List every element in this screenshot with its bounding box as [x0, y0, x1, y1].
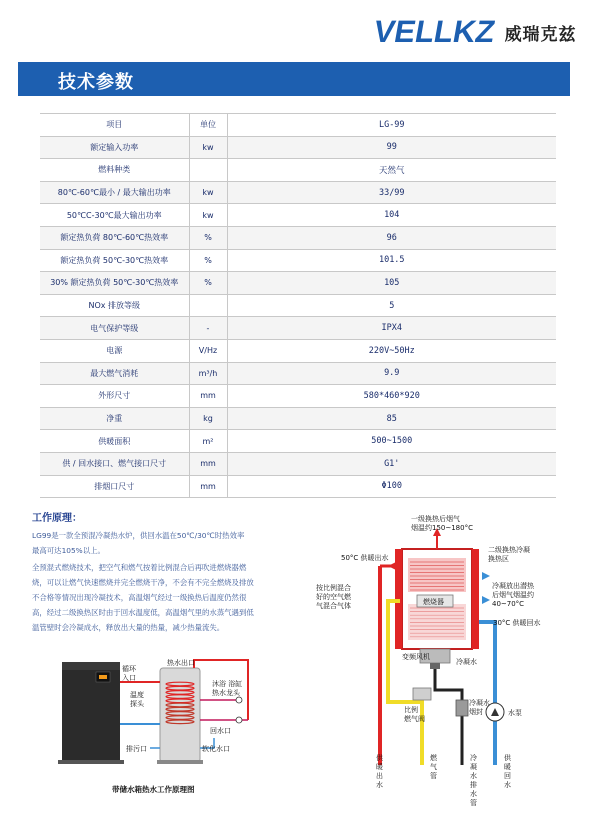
spec-item: 燃料种类: [40, 159, 189, 182]
paragraph-line: 不合格等情况出现冷凝技术，高温烟气经过一级换热后温度仍然很: [32, 593, 247, 602]
section-title: 技术参数: [58, 72, 134, 93]
label-pipe-gas: 燃气管: [430, 754, 437, 780]
label-temp-probe: 温度探头: [130, 691, 144, 708]
boiler-unit: [62, 662, 120, 762]
return-pipe-right: [479, 622, 495, 765]
hot-shell-right: [472, 549, 479, 649]
spec-unit: -: [189, 317, 227, 340]
spec-unit: m³/h: [189, 362, 227, 385]
display-screen: [99, 675, 107, 679]
label-pipe-return: 供暖回水: [504, 754, 511, 789]
paragraph-line: 最高可达105%以上。: [32, 546, 105, 555]
secondary-exchange-zone: [408, 604, 466, 640]
boiler-top: [62, 662, 120, 670]
spec-item: 供 / 回水接口、燃气接口尺寸: [40, 452, 189, 475]
spec-item: 30% 额定热负荷 50℃-30℃热效率: [40, 272, 189, 295]
spec-unit: mm: [189, 385, 227, 408]
spec-item: 电源: [40, 339, 189, 362]
spec-item: 50℃C-30℃最大输出功率: [40, 204, 189, 227]
working-principle-title: 工作原理：: [32, 513, 82, 524]
return-valve-icon: [236, 717, 242, 723]
brand-name-cn: 威瑞克兹: [504, 24, 577, 45]
spec-unit: %: [189, 272, 227, 295]
label-return: 回水口: [210, 727, 231, 735]
spec-item: 80℃-60℃最小 / 最大输出功率: [40, 181, 189, 204]
label-gas-valve: 比例燃气阀: [404, 706, 425, 723]
spec-item: 额定输入功率: [40, 136, 189, 159]
spec-item: 额定热负荷 50℃-30℃热效率: [40, 249, 189, 272]
brand-logo: VELLKZ: [371, 14, 498, 49]
label-pipe-drain: 冷凝水排水管: [470, 754, 477, 807]
spec-value: 9.9: [227, 362, 556, 385]
spec-value: IPX4: [227, 317, 556, 340]
spec-item: 供暖面积: [40, 430, 189, 453]
label-drain: 排污口: [126, 745, 147, 753]
spec-value: 580*460*920: [227, 385, 556, 408]
spec-value: 33/99: [227, 181, 556, 204]
label-supply-50: 50°C 供暖出水: [341, 554, 389, 562]
boiler-base: [58, 760, 124, 764]
spec-unit: kw: [189, 181, 227, 204]
arrow-secondary: [482, 572, 490, 580]
label-pipe-supply: 供暖出水: [376, 754, 383, 789]
label-circ-inlet: 循环入口: [122, 665, 136, 682]
label-premix: 按比例混合好的空气燃气混合气体: [316, 584, 351, 610]
label-flue-temp: 一级换热后烟气烟温约150~180°C: [411, 515, 473, 532]
spec-unit: mm: [189, 475, 227, 498]
spec-unit: kw: [189, 136, 227, 159]
spec-value: Φ100: [227, 475, 556, 498]
storage-tank-diagram: [58, 658, 248, 794]
paragraph-line: LG99是一款全预混冷凝热水炉，供回水温在50℃/30℃时热效率: [32, 531, 245, 540]
spec-unit: mm: [189, 452, 227, 475]
arrow-condense: [482, 596, 490, 604]
column-header: 单位: [189, 114, 227, 137]
spec-value: 5: [227, 294, 556, 317]
condensate-outlet: [430, 663, 440, 669]
tank-base: [157, 760, 203, 764]
label-return-30: 30°C 供暖回水: [493, 619, 541, 627]
spec-value: 500~1500: [227, 430, 556, 453]
spec-value: 96: [227, 226, 556, 249]
spec-unit: %: [189, 226, 227, 249]
condensate-trap: [456, 700, 468, 716]
spec-value: 85: [227, 407, 556, 430]
label-trap: 冷凝水烟封: [469, 699, 490, 716]
boiler-principle-diagram: [316, 514, 541, 807]
spec-unit: m²: [189, 430, 227, 453]
spec-unit: V/Hz: [189, 339, 227, 362]
left-diagram-caption: 带储水箱热水工作原理图: [112, 785, 195, 794]
spec-unit: %: [189, 249, 227, 272]
condensate-pipe: [435, 669, 462, 765]
label-burner: 燃烧器: [423, 598, 444, 606]
label-condensate: 冷凝水: [456, 658, 477, 666]
spec-value: 99: [227, 136, 556, 159]
label-bath: 沐浴 浴缸热水龙头: [212, 680, 243, 697]
spec-item: NOx 排放等级: [40, 294, 189, 317]
spec-value: 104: [227, 204, 556, 227]
spec-unit: kg: [189, 407, 227, 430]
spec-item: 电气保护等级: [40, 317, 189, 340]
paragraph-line: 温管壁时会冷凝成水，释放出大量的热量，减少热量流失。: [32, 623, 225, 632]
pipe-labels: [376, 753, 512, 807]
label-condense-flue: 冷凝放出潜热后烟气烟温约 40~70°C: [492, 582, 534, 608]
spec-item: 净重: [40, 407, 189, 430]
paragraph-line: 烧，可以让燃气快速燃烧并完全燃烧干净，不会有不完全燃烧及排放: [32, 578, 254, 587]
paragraph-line: 全预混式燃烧技术，把空气和燃气按着比例混合后再吹进燃烧器燃: [32, 563, 247, 572]
label-fan: 变频风机: [402, 653, 430, 661]
spec-unit: kw: [189, 204, 227, 227]
spec-value: 105: [227, 272, 556, 295]
spec-value: 220V~50Hz: [227, 339, 556, 362]
spec-value: 101.5: [227, 249, 556, 272]
label-soft-inlet: 软化水口: [202, 745, 230, 753]
spec-item: 外形尺寸: [40, 385, 189, 408]
label-secondary: 二级换热冷凝换热区: [488, 546, 530, 563]
spec-value: 天然气: [227, 159, 556, 182]
tap-icon: [236, 697, 242, 703]
column-header: LG-99: [227, 114, 556, 137]
spec-item: 额定热负荷 80℃-60℃热效率: [40, 226, 189, 249]
paragraph-line: 高，经过二级换热区时由于回水温度低，高温烟气里的水蒸气遇到低: [32, 608, 254, 617]
spec-item: 排烟口尺寸: [40, 475, 189, 498]
column-header: 项目: [40, 114, 189, 137]
spec-value: G1': [227, 452, 556, 475]
spec-item: 最大燃气消耗: [40, 362, 189, 385]
label-hot-outlet: 热水出口: [167, 659, 195, 667]
gas-valve: [413, 688, 431, 700]
primary-exchange-zone: [408, 558, 466, 592]
label-pump: 水泵: [508, 709, 522, 717]
